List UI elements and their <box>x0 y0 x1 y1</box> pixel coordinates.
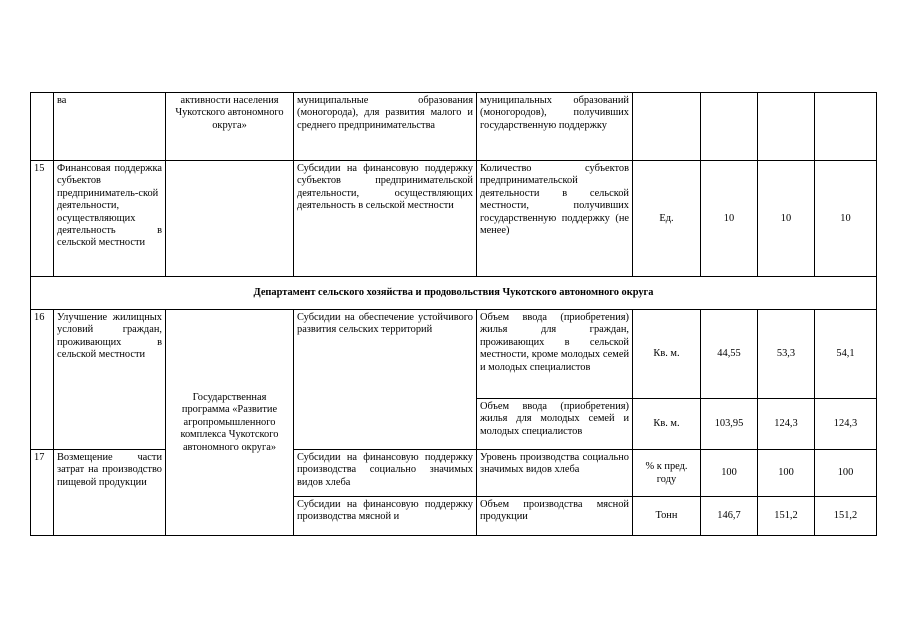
unit-cell: % к пред. году <box>633 450 701 497</box>
unit-cell: Кв. м. <box>633 399 701 450</box>
program-name: Государственная программа «Развитие агропромышленного комплекса Чукотского автономного округа» <box>166 310 294 536</box>
value-cell: 100 <box>701 450 758 497</box>
unit-cell: Тонн <box>633 497 701 536</box>
row-number: 15 <box>31 161 54 277</box>
department-header-row <box>31 277 877 310</box>
value-cell: 124,3 <box>815 399 877 450</box>
value-cell: 54,1 <box>815 310 877 399</box>
department-title: Департамент сельского хозяйства и продовольствия Чукотского автономного округа <box>31 277 877 310</box>
row-number: 17 <box>31 450 54 536</box>
table-row <box>31 161 877 277</box>
value-cell: 124,3 <box>758 399 815 450</box>
indicator-text: Объем ввода (приобретения) жилья для граждан, проживающих в сельской местности, кроме молодых семей и молодых специалистов <box>477 310 633 399</box>
value-cell: 100 <box>815 450 877 497</box>
program-name: активности населения Чукотского автономного округа» <box>166 93 294 161</box>
value-cell: 10 <box>758 161 815 277</box>
activity-name: ва <box>54 93 166 161</box>
row-number <box>31 93 54 161</box>
indicators-table <box>30 92 877 536</box>
value-cell: 146,7 <box>701 497 758 536</box>
unit-cell <box>633 93 701 161</box>
indicator-text: Объем производства мясной продукции <box>477 497 633 536</box>
value-cell <box>701 93 758 161</box>
measure-text: Субсидии на финансовую поддержку субъектов предпринимательской деятельности, осуществляющих деятельность в сельской местности <box>294 161 477 277</box>
value-cell: 10 <box>701 161 758 277</box>
indicator-text: Уровень производства социально значимых видов хлеба <box>477 450 633 497</box>
activity-name: Финансовая поддержка субъектов предприниматель-ской деятельности, осуществляющих деятельность в сельской местности <box>54 161 166 277</box>
value-cell: 103,95 <box>701 399 758 450</box>
table-row <box>31 310 877 399</box>
unit-cell: Кв. м. <box>633 310 701 399</box>
program-name <box>166 161 294 277</box>
unit-cell: Ед. <box>633 161 701 277</box>
indicator-text: Объем ввода (приобретения) жилья для молодых семей и молодых специалистов <box>477 399 633 450</box>
table-row <box>31 450 877 497</box>
value-cell <box>758 93 815 161</box>
measure-text: Субсидии на обеспечение устойчивого развития сельских территорий <box>294 310 477 450</box>
indicator-text: муниципальных образований (моногородов), получивших государственную поддержку <box>477 93 633 161</box>
value-cell: 151,2 <box>815 497 877 536</box>
value-cell: 100 <box>758 450 815 497</box>
activity-name: Улучшение жилищных условий граждан, проживающих в сельской местности <box>54 310 166 450</box>
value-cell: 151,2 <box>758 497 815 536</box>
measure-text: Субсидии на финансовую поддержку производства социально значимых видов хлеба <box>294 450 477 497</box>
measure-text: муниципальные образования (моногорода), для развития малого и среднего предпринимательства <box>294 93 477 161</box>
indicator-text: Количество субъектов предпринимательской деятельности в сельской местности, получивших государственную поддержку (не менее) <box>477 161 633 277</box>
value-cell: 10 <box>815 161 877 277</box>
table-row <box>31 93 877 161</box>
activity-name: Возмещение части затрат на производство пищевой продукции <box>54 450 166 536</box>
measure-text: Субсидии на финансовую поддержку производства мясной и <box>294 497 477 536</box>
value-cell: 44,55 <box>701 310 758 399</box>
value-cell: 53,3 <box>758 310 815 399</box>
value-cell <box>815 93 877 161</box>
row-number: 16 <box>31 310 54 450</box>
